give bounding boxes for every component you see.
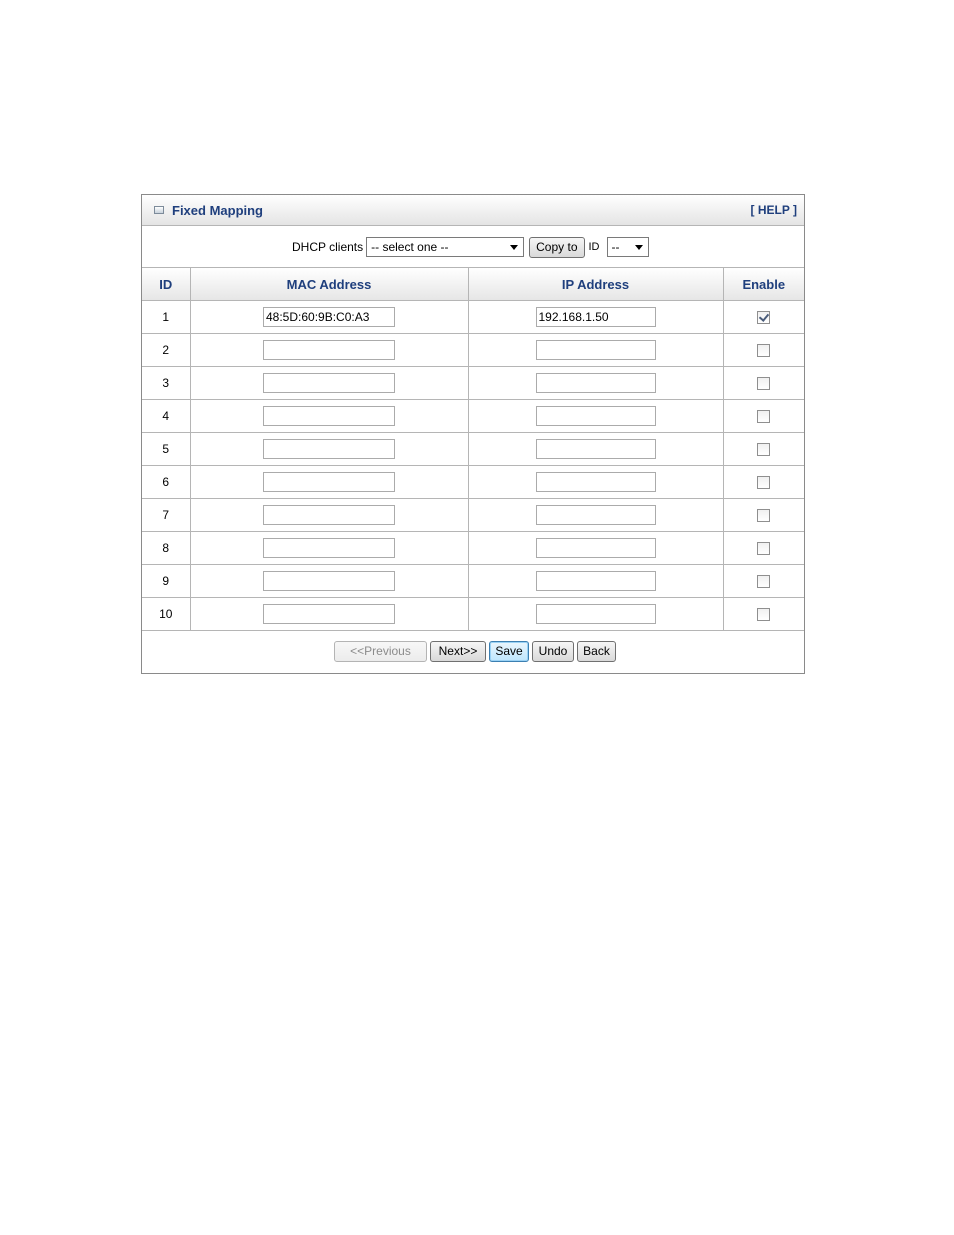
mac-cell xyxy=(190,334,468,367)
panel-titlebar xyxy=(142,195,804,226)
enable-checkbox[interactable] xyxy=(757,608,770,621)
mapping-table xyxy=(142,268,804,631)
ip-address-input[interactable] xyxy=(536,472,656,492)
chevron-down-icon xyxy=(635,245,643,250)
enable-checkbox[interactable] xyxy=(757,410,770,423)
row-id: 10 xyxy=(142,598,190,631)
mac-cell xyxy=(190,466,468,499)
mac-address-input[interactable] xyxy=(263,406,395,426)
mac-cell xyxy=(190,499,468,532)
enable-cell xyxy=(723,334,804,367)
button-bar xyxy=(142,631,804,673)
table-row xyxy=(142,532,804,565)
enable-checkbox[interactable] xyxy=(757,344,770,357)
mac-cell xyxy=(190,433,468,466)
dhcp-client-select[interactable] xyxy=(366,237,524,257)
enable-checkbox[interactable] xyxy=(757,377,770,390)
enable-cell xyxy=(723,565,804,598)
ip-cell xyxy=(468,433,723,466)
enable-cell xyxy=(723,466,804,499)
row-id: 7 xyxy=(142,499,190,532)
table-row xyxy=(142,334,804,367)
mac-address-input[interactable] xyxy=(263,604,395,624)
ip-cell xyxy=(468,367,723,400)
ip-address-input[interactable] xyxy=(536,307,656,327)
id-select[interactable] xyxy=(607,237,649,257)
undo-button[interactable]: Undo xyxy=(532,641,574,662)
id-select-value: -- xyxy=(611,240,620,254)
column-header-id: ID xyxy=(142,268,190,301)
dhcp-client-bar xyxy=(142,226,804,268)
ip-address-input[interactable] xyxy=(536,406,656,426)
table-row xyxy=(142,367,804,400)
mac-cell xyxy=(190,367,468,400)
ip-address-input[interactable] xyxy=(536,571,656,591)
mac-address-input[interactable] xyxy=(263,472,395,492)
mac-address-input[interactable] xyxy=(263,571,395,591)
column-header-mac: MAC Address xyxy=(190,268,468,301)
dhcp-clients-label: DHCP clients xyxy=(292,240,364,254)
mac-cell xyxy=(190,598,468,631)
ip-cell xyxy=(468,400,723,433)
ip-cell xyxy=(468,598,723,631)
row-id: 6 xyxy=(142,466,190,499)
table-header-row xyxy=(142,268,804,301)
enable-checkbox[interactable] xyxy=(757,575,770,588)
save-button[interactable]: Save xyxy=(489,641,529,662)
enable-checkbox[interactable] xyxy=(757,443,770,456)
enable-cell xyxy=(723,367,804,400)
column-header-enable: Enable xyxy=(723,268,804,301)
row-id: 5 xyxy=(142,433,190,466)
row-id: 3 xyxy=(142,367,190,400)
enable-cell xyxy=(723,532,804,565)
row-id: 8 xyxy=(142,532,190,565)
enable-cell xyxy=(723,433,804,466)
ip-address-input[interactable] xyxy=(536,538,656,558)
row-id: 2 xyxy=(142,334,190,367)
mac-address-input[interactable] xyxy=(263,307,395,327)
mac-cell xyxy=(190,565,468,598)
fixed-mapping-panel xyxy=(141,194,805,674)
mac-cell xyxy=(190,532,468,565)
table-row xyxy=(142,433,804,466)
ip-address-input[interactable] xyxy=(536,439,656,459)
mac-address-input[interactable] xyxy=(263,505,395,525)
back-button[interactable]: Back xyxy=(577,641,616,662)
enable-cell xyxy=(723,400,804,433)
table-row xyxy=(142,466,804,499)
enable-checkbox[interactable] xyxy=(757,476,770,489)
copy-to-button[interactable]: Copy to xyxy=(529,237,584,258)
enable-checkbox[interactable] xyxy=(757,542,770,555)
ip-address-input[interactable] xyxy=(536,373,656,393)
chevron-down-icon xyxy=(510,245,518,250)
ip-address-input[interactable] xyxy=(536,604,656,624)
ip-address-input[interactable] xyxy=(536,505,656,525)
table-row xyxy=(142,499,804,532)
enable-cell xyxy=(723,499,804,532)
id-label: ID xyxy=(588,241,600,253)
enable-checkbox[interactable] xyxy=(757,509,770,522)
dhcp-client-select-value: -- select one -- xyxy=(371,240,449,254)
enable-cell xyxy=(723,598,804,631)
mac-address-input[interactable] xyxy=(263,538,395,558)
ip-cell xyxy=(468,532,723,565)
ip-cell xyxy=(468,565,723,598)
row-id: 9 xyxy=(142,565,190,598)
next-button[interactable]: Next>> xyxy=(430,641,486,662)
mac-address-input[interactable] xyxy=(263,439,395,459)
enable-cell xyxy=(723,301,804,334)
help-link[interactable]: [ HELP ] xyxy=(750,203,797,217)
table-row xyxy=(142,301,804,334)
ip-cell xyxy=(468,334,723,367)
panel-window-icon xyxy=(154,206,164,214)
ip-cell xyxy=(468,466,723,499)
enable-checkbox[interactable] xyxy=(757,311,770,324)
previous-button[interactable]: <<Previous xyxy=(334,641,427,662)
ip-address-input[interactable] xyxy=(536,340,656,360)
panel-title: Fixed Mapping xyxy=(172,203,263,218)
mac-cell xyxy=(190,400,468,433)
ip-cell xyxy=(468,301,723,334)
row-id: 1 xyxy=(142,301,190,334)
column-header-ip: IP Address xyxy=(468,268,723,301)
table-row xyxy=(142,598,804,631)
table-row xyxy=(142,400,804,433)
mac-address-input[interactable] xyxy=(263,373,395,393)
row-id: 4 xyxy=(142,400,190,433)
ip-cell xyxy=(468,499,723,532)
mac-cell xyxy=(190,301,468,334)
table-row xyxy=(142,565,804,598)
mac-address-input[interactable] xyxy=(263,340,395,360)
